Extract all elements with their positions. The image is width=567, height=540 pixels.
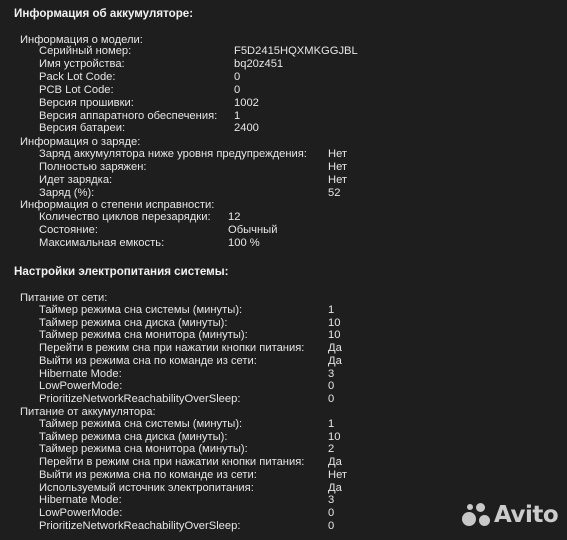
avito-logo-icon: [462, 502, 490, 528]
info-key: Выйти из режима сна по команде из сети:: [39, 354, 257, 367]
info-row: [39, 58, 557, 71]
info-value: 0: [328, 519, 335, 532]
info-value: Нет: [328, 173, 348, 186]
info-value: Обычный: [228, 223, 278, 236]
info-key: Перейти в режим сна при нажатии кнопки питания:: [39, 456, 305, 469]
avito-watermark: [462, 502, 558, 528]
power-settings-header: Настройки электропитания системы:: [14, 265, 229, 278]
info-value: 1: [328, 418, 335, 430]
info-value: Нет: [328, 148, 348, 160]
info-key: LowPowerMode:: [39, 506, 123, 519]
info-key: Hibernate Mode:: [39, 367, 122, 380]
info-row: [39, 97, 557, 110]
info-key: Используемый источник электропитания:: [39, 481, 254, 494]
info-value: 0: [234, 70, 241, 83]
info-value: 12: [228, 211, 241, 223]
info-key: Версия аппаратного обеспечения:: [39, 109, 218, 122]
info-key: Таймер режима сна системы (минуты):: [39, 418, 243, 430]
info-key: Состояние:: [39, 223, 98, 236]
info-row: [39, 148, 557, 161]
info-row: [39, 342, 557, 355]
info-key: Таймер режима сна диска (минуты):: [39, 430, 228, 443]
info-row: [39, 418, 557, 431]
info-key: Версия батареи:: [39, 122, 126, 135]
info-key: Количество циклов перезарядки:: [39, 211, 211, 223]
info-row: [39, 187, 557, 200]
info-row: [39, 355, 557, 368]
info-key: Имя устройства:: [39, 57, 125, 70]
info-key: Таймер режима сна диска (минуты):: [39, 316, 228, 329]
info-key: Таймер режима сна монитора (минуты):: [39, 443, 248, 456]
info-value: 2: [328, 443, 335, 456]
battery-info-header: Информация об аккумуляторе:: [14, 7, 194, 20]
info-value: 0: [234, 83, 241, 96]
info-key: Hibernate Mode:: [39, 494, 122, 507]
info-row: [39, 304, 557, 317]
avito-wordmark: Avito: [494, 502, 559, 528]
info-row: [39, 161, 557, 174]
info-row: [39, 469, 557, 482]
info-value: 1: [234, 109, 241, 122]
info-row: [39, 237, 557, 250]
info-value: 2400: [234, 122, 259, 135]
info-key: Заряд (%):: [39, 186, 95, 199]
info-key: Серийный номер:: [39, 45, 132, 57]
info-row: [39, 174, 557, 187]
info-row: [39, 224, 557, 237]
info-value: 0: [328, 392, 335, 405]
info-key: Заряд аккумулятора ниже уровня предупреждения:: [39, 148, 307, 160]
info-value: F5D2415HQXMKGGJBL: [234, 45, 358, 57]
charge-info-title: Информация о заряде:: [20, 136, 141, 148]
info-value: 1002: [234, 96, 259, 109]
info-value: Нет: [328, 468, 348, 481]
info-value: Нет: [328, 160, 348, 173]
info-row: [39, 211, 557, 224]
info-row: [39, 380, 557, 393]
info-value: 100 %: [228, 236, 260, 249]
info-value: 10: [328, 430, 341, 443]
info-key: PrioritizeNetworkReachabilityOverSleep:: [39, 519, 241, 532]
info-key: PrioritizeNetworkReachabilityOverSleep:: [39, 392, 241, 405]
info-row: [39, 84, 557, 97]
info-value: 3: [328, 367, 335, 380]
battery-power-title: Питание от аккумулятора:: [20, 406, 156, 418]
info-key: Перейти в режим сна при нажатии кнопки питания:: [39, 342, 305, 355]
info-key: Таймер режима сна монитора (минуты):: [39, 329, 248, 342]
info-value: Да: [328, 456, 342, 469]
info-value: bq20z451: [234, 57, 284, 70]
model-info-title: Информация о модели:: [20, 34, 143, 46]
info-row: [39, 329, 557, 342]
info-row: [39, 443, 557, 456]
info-value: 10: [328, 316, 341, 329]
info-value: 0: [328, 380, 335, 393]
info-key: Версия прошивки:: [39, 96, 134, 109]
ac-power-title: Питание от сети:: [20, 292, 108, 304]
info-row: [39, 71, 557, 84]
info-row: [39, 110, 557, 123]
info-row: [39, 368, 557, 381]
info-key: Выйти из режима сна по команде из сети:: [39, 468, 257, 481]
info-row: [39, 122, 557, 135]
info-value: Да: [328, 342, 342, 355]
info-value: 52: [328, 186, 341, 199]
info-value: 0: [328, 506, 335, 519]
info-key: Таймер режима сна системы (минуты):: [39, 304, 243, 316]
info-key: Идет зарядка:: [39, 173, 113, 186]
info-value: Да: [328, 354, 342, 367]
info-row: [39, 45, 557, 58]
info-row: [39, 393, 557, 406]
info-row: [39, 431, 557, 444]
info-value: 3: [328, 494, 335, 507]
info-key: Максимальная емкость:: [39, 236, 165, 249]
info-value: 10: [328, 329, 341, 342]
info-key: Полностью заряжен:: [39, 160, 147, 173]
info-value: 1: [328, 304, 335, 316]
info-key: LowPowerMode:: [39, 380, 123, 393]
info-value: Да: [328, 481, 342, 494]
info-row: [39, 317, 557, 330]
info-key: Pack Lot Code:: [39, 70, 116, 83]
info-key: PCB Lot Code:: [39, 83, 114, 96]
info-row: [39, 456, 557, 469]
info-row: [39, 482, 557, 495]
health-info-title: Информация о степени исправности:: [20, 199, 215, 211]
